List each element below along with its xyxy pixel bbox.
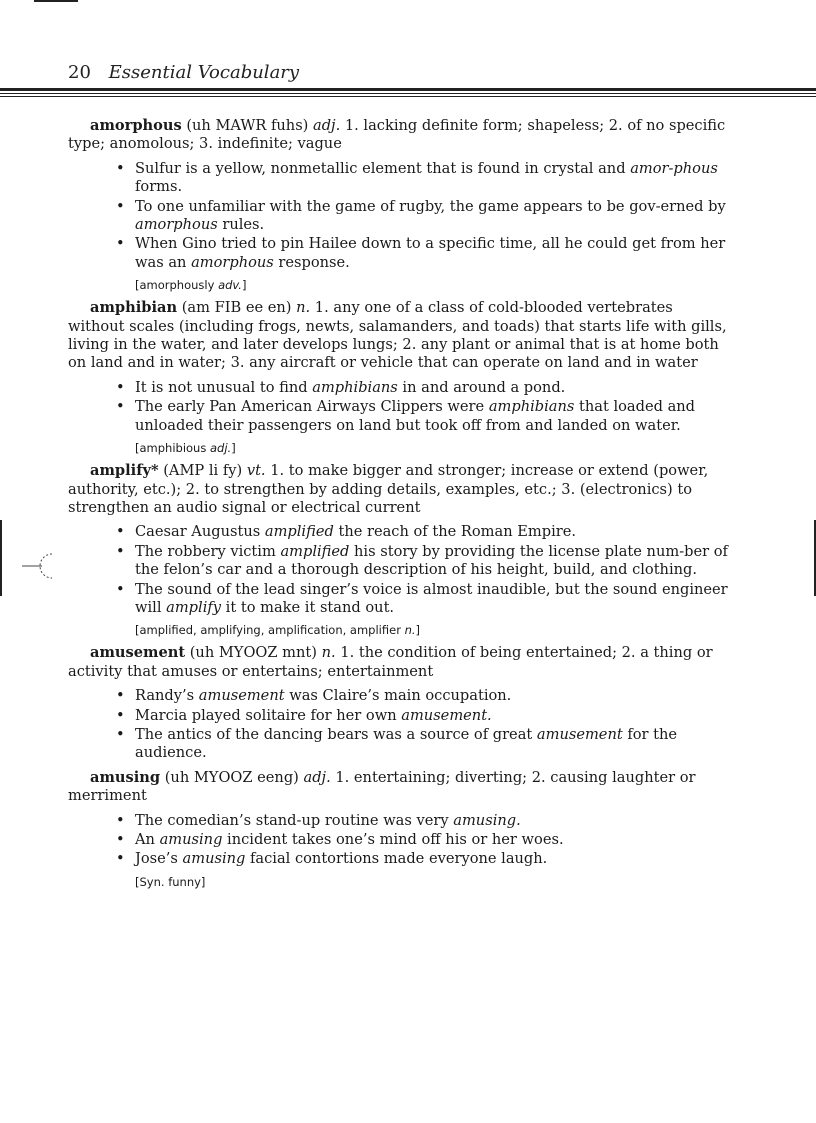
bullet-icon: • — [116, 811, 125, 829]
derived-forms-note: [amplified, amplifying, amplification, amplifier n.] — [135, 623, 421, 638]
example-item: • The sound of the lead singer’s voice is almost inaudible, but the sound engineer will amplify it to make it stand out. — [116, 580, 728, 616]
headword: amusing — [90, 768, 161, 786]
running-title: Essential Vocabulary — [108, 62, 300, 83]
pronunciation: (AMP li fy) — [158, 462, 247, 480]
example-list — [68, 687, 728, 763]
example-item: • The early Pan American Airways Clippers were amphibians that loaded and unloaded their passengers on land but took off from and landed on water. — [116, 398, 696, 434]
entry-amplify — [68, 462, 728, 638]
bullet-icon: • — [116, 831, 125, 848]
bullet-icon: • — [116, 197, 125, 215]
entry-amorphous — [68, 117, 728, 293]
entry-amusing — [68, 769, 728, 890]
example-item: • The comedian’s stand-up routine was very amusing. — [116, 811, 521, 829]
entry-amphibian — [68, 299, 728, 456]
example-item: • The robbery victim amplified his story by providing the license plate num-ber of the felon’s car and a thorough description of his height, build, and clothing. — [116, 542, 728, 579]
header-rule-thin-2 — [0, 96, 816, 97]
pronunciation: (uh MYOOZ eeng) — [160, 768, 304, 786]
bullet-icon: • — [116, 542, 125, 560]
definition — [68, 462, 728, 517]
example-item: • Jose’s amusing facial contortions made everyone laugh. — [116, 850, 548, 868]
part-of-speech: n. — [321, 644, 336, 662]
example-list — [68, 523, 728, 617]
bullet-icon: • — [116, 706, 125, 724]
synonym-note: [Syn. funny] — [135, 874, 206, 889]
derived-forms-note: [amorphously adv.] — [135, 278, 247, 293]
entry-amusement — [68, 644, 728, 762]
example-item: • When Gino tried to pin Hailee down to a specific time, all he could get from her was an amorphous response. — [116, 235, 726, 271]
definition-text: 1. lacking definite form; shapeless; 2. of no specific type; anomolous; 3. indefinite; vague — [68, 117, 726, 153]
part-of-speech: n. — [296, 299, 311, 317]
example-item: • It is not unusual to find amphibians in and around a pond. — [116, 378, 566, 396]
bullet-icon: • — [116, 235, 125, 253]
bullet-icon: • — [116, 580, 125, 598]
part-of-speech: vt. — [246, 462, 266, 480]
headword: amorphous — [90, 117, 182, 134]
example-list — [68, 379, 728, 435]
bullet-icon: • — [116, 725, 125, 743]
bullet-icon: • — [116, 687, 125, 705]
definition-text: 1. the condition of being entertained; 2. a thing or activity that amuses or entertains; entertainment — [68, 644, 713, 680]
example-item: • Caesar Augustus amplified the reach of the Roman Empire. — [116, 523, 576, 541]
page-header — [68, 62, 299, 83]
example-item: • Randy’s amusement was Claire’s main occupation. — [116, 687, 512, 705]
definition — [68, 299, 728, 373]
example-item: • An amusing incident takes one’s mind off his or her woes. — [116, 831, 564, 848]
definition — [68, 117, 728, 154]
pronunciation: (am FIB ee en) — [177, 299, 297, 317]
definition-text: 1. entertaining; diverting; 2. causing laughter or merriment — [68, 768, 696, 805]
bullet-icon: • — [116, 523, 125, 541]
page-top-mark — [34, 0, 78, 2]
crop-mark-left — [0, 520, 2, 596]
derived-forms-note: [amphibious adj.] — [135, 441, 236, 456]
definition — [68, 769, 728, 806]
bullet-icon: • — [116, 850, 125, 868]
bullet-icon: • — [116, 378, 125, 396]
example-item: • The antics of the dancing bears was a source of great amusement for the audience. — [116, 725, 678, 762]
definition-text: 1. any one of a class of cold-blooded vertebrates without scales (including frogs, newts, salamanders, and toads) that starts life with gills, living in the water, and later develops lungs; 2. any plant or animal that is at home both on land and in water; 3. any aircraft or vehicle that can operate on land and in water — [68, 299, 727, 372]
header-rule-thin — [0, 93, 816, 94]
page-number: 20 — [68, 62, 91, 83]
headword: amusement — [90, 644, 186, 662]
part-of-speech: adj. — [313, 117, 341, 134]
example-item: • To one unfamiliar with the game of rugby, the game appears to be gov-erned by amorphous rules. — [116, 197, 726, 234]
example-list — [68, 160, 728, 272]
definition-text: 1. to make bigger and stronger; increase or extend (power, authority, etc.); 2. to strengthen by adding details, examples, etc.; 3. (electronics) to strengthen an audio signal or electrical current — [68, 462, 709, 516]
pronunciation: (uh MYOOZ mnt) — [185, 644, 322, 662]
part-of-speech: adj. — [303, 768, 331, 786]
example-item: • Marcia played solitaire for her own amusement. — [116, 706, 492, 724]
bullet-icon: • — [116, 159, 125, 177]
definition — [68, 644, 728, 681]
header-rule-thick — [0, 88, 816, 91]
example-item: • Sulfur is a yellow, nonmetallic element that is found in crystal and amor-phous forms. — [116, 159, 718, 196]
margin-circle-icon — [22, 550, 66, 580]
dictionary-content — [68, 117, 728, 896]
pronunciation: (uh MAWR fuhs) — [181, 117, 314, 134]
headword: amplify* — [90, 462, 159, 480]
example-list — [68, 812, 728, 869]
headword: amphibian — [90, 299, 178, 317]
bullet-icon: • — [116, 398, 125, 416]
